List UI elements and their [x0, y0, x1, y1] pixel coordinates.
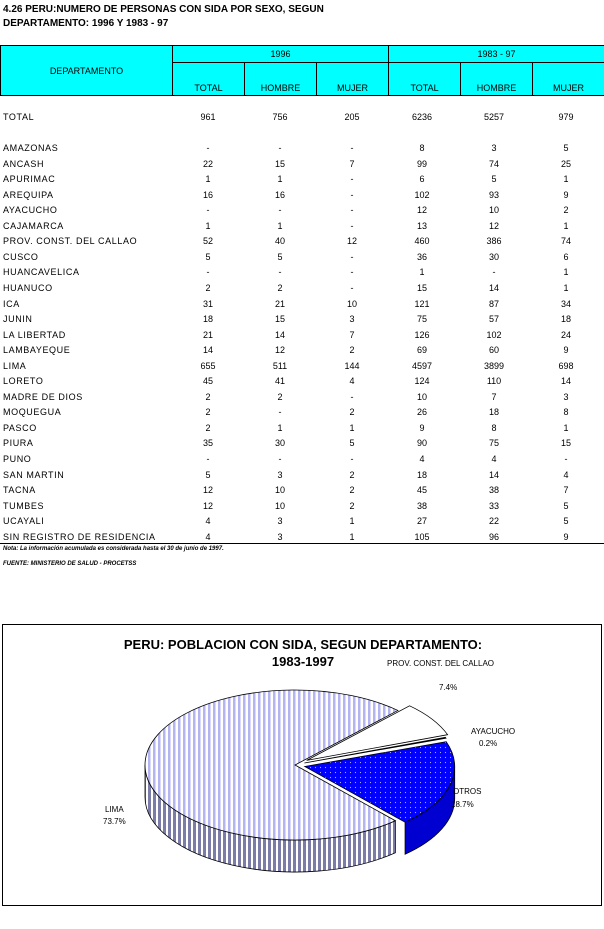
title-line-2: DEPARTAMENTO: 1996 Y 1983 - 97: [3, 18, 169, 29]
header-group-1996: 1996: [173, 46, 389, 63]
row-cell: 99: [416, 158, 427, 169]
row-cell: -: [350, 267, 354, 278]
table-row: [0, 110, 604, 125]
row-cell: -: [350, 220, 354, 231]
table-row: [0, 203, 604, 218]
pie-label-lima-value: 73.7%: [103, 817, 126, 826]
row-cell: 3: [277, 531, 283, 542]
row-cell: 126: [414, 329, 430, 340]
row-cell: 756: [272, 112, 288, 122]
row-cell: 5: [563, 516, 569, 527]
row-cell: 121: [414, 298, 430, 309]
row-cell: 75: [488, 438, 499, 449]
row-cell: 1: [277, 220, 283, 231]
table-row: [0, 405, 604, 420]
row-department-name: AREQUIPA: [3, 189, 54, 200]
row-cell: 15: [274, 158, 285, 169]
row-cell: -: [492, 267, 496, 278]
header-col: MUJER: [533, 63, 604, 96]
row-cell: 10: [274, 500, 285, 511]
row-cell: 1: [419, 267, 425, 278]
row-cell: 21: [274, 298, 285, 309]
row-cell: 1: [563, 220, 569, 231]
row-cell: 4: [349, 376, 355, 387]
row-cell: 5: [205, 251, 211, 262]
row-cell: 5: [563, 143, 569, 153]
row-cell: 9: [563, 189, 569, 200]
row-cell: 3: [563, 391, 569, 402]
row-cell: 18: [416, 469, 427, 480]
row-cell: 45: [416, 485, 427, 496]
row-department-name: AYACUCHO: [3, 205, 58, 216]
row-cell: 5: [205, 469, 211, 480]
row-cell: 6: [419, 174, 425, 185]
row-cell: 12: [202, 485, 213, 496]
row-department-name: CUSCO: [3, 251, 39, 262]
header-col: TOTAL: [389, 63, 461, 96]
row-cell: 1: [349, 516, 355, 527]
row-cell: 6236: [411, 112, 433, 122]
table-row: [0, 188, 604, 203]
table-row: [0, 312, 604, 327]
row-cell: 13: [416, 220, 427, 231]
row-cell: 5257: [483, 112, 505, 122]
row-cell: 460: [414, 236, 430, 247]
row-department-name: CAJAMARCA: [3, 220, 64, 231]
row-cell: 8: [491, 422, 497, 433]
row-cell: 41: [274, 376, 285, 387]
row-department-name: TOTAL: [3, 112, 35, 122]
row-cell: 1: [563, 267, 569, 278]
row-department-name: UCAYALI: [3, 516, 45, 527]
row-cell: 655: [200, 360, 216, 371]
row-cell: 16: [274, 189, 285, 200]
row-cell: 60: [488, 345, 499, 356]
row-cell: 14: [488, 469, 499, 480]
row-cell: 12: [346, 236, 357, 247]
table-row: [0, 374, 604, 389]
row-cell: 38: [416, 500, 427, 511]
table-bottom-rule: [0, 543, 604, 544]
row-department-name: LORETO: [3, 376, 44, 387]
row-cell: 18: [488, 407, 499, 418]
row-cell: 52: [202, 236, 213, 247]
row-cell: 9: [563, 345, 569, 356]
row-cell: -: [206, 205, 210, 216]
row-cell: 7: [563, 485, 569, 496]
row-cell: -: [206, 454, 210, 464]
row-cell: 3: [349, 314, 355, 325]
row-cell: 4597: [411, 360, 433, 371]
row-cell: 96: [488, 531, 499, 542]
row-cell: -: [350, 251, 354, 262]
row-cell: -: [350, 391, 354, 402]
pie-label-callao-name: PROV. CONST. DEL CALLAO: [387, 659, 494, 668]
row-department-name: JUNIN: [3, 314, 33, 325]
header-group-1983-97: 1983 - 97: [389, 46, 604, 63]
row-cell: 87: [488, 298, 499, 309]
row-cell: 57: [488, 314, 499, 325]
row-cell: 2: [277, 391, 283, 402]
row-cell: 102: [414, 189, 430, 200]
row-cell: 22: [488, 516, 499, 527]
table-row: [0, 234, 604, 249]
table-row: [0, 219, 604, 234]
row-cell: 33: [488, 500, 499, 511]
chart-subtitle: 1983-1997: [271, 654, 335, 669]
table-row: [0, 468, 604, 483]
row-department-name: HUANCAVELICA: [3, 267, 80, 278]
row-cell: 22: [202, 158, 213, 169]
row-cell: -: [350, 205, 354, 216]
table-row: [0, 265, 604, 280]
table-row: [0, 421, 604, 436]
row-cell: 2: [349, 345, 355, 356]
row-department-name: ANCASH: [3, 158, 45, 169]
row-cell: 10: [488, 205, 499, 216]
row-cell: 1: [205, 174, 211, 185]
row-cell: -: [278, 407, 282, 418]
pie-chart: [3, 625, 601, 905]
row-cell: 511: [272, 360, 288, 371]
table-source: FUENTE: MINISTERIO DE SALUD - PROCETSS: [3, 561, 137, 567]
row-cell: -: [278, 205, 282, 216]
row-cell: -: [278, 267, 282, 278]
row-cell: -: [350, 282, 354, 293]
row-cell: 35: [202, 438, 213, 449]
row-cell: 1: [563, 422, 569, 433]
table-row: [0, 141, 604, 156]
page-title: [3, 3, 324, 31]
row-cell: 1: [277, 422, 283, 433]
row-cell: 7: [349, 329, 355, 340]
row-cell: 14: [274, 329, 285, 340]
row-cell: 3: [491, 143, 497, 153]
row-department-name: LAMBAYEQUE: [3, 345, 71, 356]
chart-title: PERU: POBLACION CON SIDA, SEGUN DEPARTAMENTO:: [123, 637, 483, 652]
row-cell: 5: [491, 174, 497, 185]
row-cell: 75: [416, 314, 427, 325]
row-cell: 15: [274, 314, 285, 325]
row-cell: 12: [488, 220, 499, 231]
row-cell: 6: [563, 251, 569, 262]
table-row: [0, 343, 604, 358]
row-cell: 144: [344, 360, 360, 371]
row-cell: 2: [349, 500, 355, 511]
pie-label-callao-value: 7.4%: [439, 683, 458, 692]
row-cell: 38: [488, 485, 499, 496]
row-cell: 24: [560, 329, 571, 340]
row-cell: 25: [560, 158, 571, 169]
row-cell: 2: [277, 282, 283, 293]
row-cell: -: [206, 143, 210, 153]
row-cell: -: [564, 454, 568, 464]
header-col: TOTAL: [173, 63, 245, 96]
table-row: [0, 499, 604, 514]
row-cell: -: [350, 454, 354, 464]
row-cell: 2: [349, 469, 355, 480]
pie-label-otros-name: OTROS: [453, 787, 482, 796]
header-col: MUJER: [317, 63, 389, 96]
row-department-name: TACNA: [3, 485, 36, 496]
table-row: [0, 390, 604, 405]
row-cell: 93: [488, 189, 499, 200]
row-cell: 21: [202, 329, 213, 340]
row-department-name: LA LIBERTAD: [3, 329, 66, 340]
row-cell: -: [206, 267, 210, 278]
row-department-name: SIN REGISTRO DE RESIDENCIA: [3, 531, 156, 542]
row-cell: 1: [277, 174, 283, 185]
table-row: [0, 172, 604, 187]
row-cell: 1: [349, 422, 355, 433]
row-cell: 102: [486, 329, 502, 340]
row-cell: 205: [344, 112, 360, 122]
row-cell: 698: [558, 360, 574, 371]
pie-label-ayacucho-name: AYACUCHO: [471, 727, 516, 736]
row-cell: -: [350, 174, 354, 185]
row-cell: 9: [419, 422, 425, 433]
pie-label-lima-name: LIMA: [105, 805, 124, 814]
row-cell: 74: [560, 236, 571, 247]
row-cell: 2: [205, 282, 211, 293]
row-cell: 386: [486, 236, 502, 247]
pie-label-otros-value: 18.7%: [451, 800, 474, 809]
row-department-name: TUMBES: [3, 500, 45, 511]
row-cell: 12: [274, 345, 285, 356]
row-cell: 8: [563, 407, 569, 418]
row-department-name: ICA: [3, 298, 20, 309]
row-cell: 2: [205, 407, 211, 418]
row-cell: 10: [416, 391, 427, 402]
row-cell: -: [350, 189, 354, 200]
row-department-name: APURIMAC: [3, 174, 56, 185]
table-header: [0, 45, 604, 96]
row-department-name: HUANUCO: [3, 282, 53, 293]
row-cell: 40: [274, 236, 285, 247]
row-cell: 4: [205, 516, 211, 527]
row-cell: -: [278, 454, 282, 464]
row-cell: 2: [349, 407, 355, 418]
header-col: HOMBRE: [461, 63, 533, 96]
row-department-name: AMAZONAS: [3, 143, 59, 153]
row-cell: 2: [205, 391, 211, 402]
row-department-name: PROV. CONST. DEL CALLAO: [3, 236, 138, 247]
row-cell: 74: [488, 158, 499, 169]
row-department-name: MOQUEGUA: [3, 407, 62, 418]
row-cell: 4: [419, 454, 425, 464]
row-cell: 5: [349, 438, 355, 449]
row-cell: 979: [558, 112, 574, 122]
table-row: [0, 514, 604, 529]
table-row: [0, 483, 604, 498]
header-departamento: DEPARTAMENTO: [1, 46, 173, 96]
row-cell: 14: [202, 345, 213, 356]
table-note: Nota: La información acumulada es considerada hasta el 30 de junio de 1997.: [3, 546, 224, 552]
row-department-name: SAN MARTIN: [3, 469, 65, 480]
row-cell: 31: [202, 298, 213, 309]
row-cell: 36: [416, 251, 427, 262]
row-cell: 1: [205, 220, 211, 231]
row-cell: 10: [274, 485, 285, 496]
row-cell: 7: [349, 158, 355, 169]
pie-chart-box: [2, 624, 602, 906]
table-row: [0, 328, 604, 343]
row-cell: 2: [563, 205, 569, 216]
title-line-1: 4.26 PERU:NUMERO DE PERSONAS CON SIDA POR SEXO, SEGUN: [3, 4, 324, 15]
row-cell: 1: [349, 531, 355, 542]
table-row: [0, 297, 604, 312]
row-cell: 2: [349, 485, 355, 496]
table-row: [0, 250, 604, 265]
row-cell: 9: [563, 531, 569, 542]
row-cell: 4: [491, 454, 497, 464]
table-row: [0, 157, 604, 172]
row-cell: -: [278, 143, 282, 153]
row-cell: 15: [560, 438, 571, 449]
row-cell: 5: [277, 251, 283, 262]
row-cell: 1: [563, 282, 569, 293]
row-cell: 34: [560, 298, 571, 309]
row-cell: 2: [205, 422, 211, 433]
header-col: HOMBRE: [245, 63, 317, 96]
row-cell: -: [350, 143, 354, 153]
row-cell: 30: [488, 251, 499, 262]
table-row: [0, 436, 604, 451]
row-cell: 16: [202, 189, 213, 200]
row-cell: 15: [416, 282, 427, 293]
table-row: [0, 359, 604, 374]
row-cell: 90: [416, 438, 427, 449]
row-cell: 8: [419, 143, 425, 153]
row-cell: 1: [563, 174, 569, 185]
row-cell: 14: [560, 376, 571, 387]
row-cell: 26: [416, 407, 427, 418]
row-cell: 5: [563, 500, 569, 511]
table-row: [0, 281, 604, 296]
row-cell: 18: [202, 314, 213, 325]
row-cell: 12: [202, 500, 213, 511]
row-department-name: PUNO: [3, 454, 32, 464]
row-cell: 27: [416, 516, 427, 527]
row-department-name: MADRE DE DIOS: [3, 391, 83, 402]
row-department-name: LIMA: [3, 360, 27, 371]
row-cell: 110: [486, 376, 502, 387]
row-cell: 30: [274, 438, 285, 449]
row-cell: 4: [205, 531, 211, 542]
row-cell: 4: [563, 469, 569, 480]
row-cell: 18: [560, 314, 571, 325]
row-cell: 3899: [483, 360, 505, 371]
row-department-name: PIURA: [3, 438, 34, 449]
row-cell: 105: [414, 531, 430, 542]
row-cell: 124: [414, 376, 430, 387]
row-cell: 3: [277, 469, 283, 480]
row-cell: 69: [416, 345, 427, 356]
row-cell: 3: [277, 516, 283, 527]
row-cell: 12: [416, 205, 427, 216]
table-row: [0, 452, 604, 467]
row-cell: 45: [202, 376, 213, 387]
row-cell: 10: [346, 298, 357, 309]
row-cell: 14: [488, 282, 499, 293]
pie-label-ayacucho-value: 0.2%: [479, 739, 498, 748]
row-department-name: PASCO: [3, 422, 37, 433]
row-cell: 961: [200, 112, 216, 122]
row-cell: 7: [491, 391, 497, 402]
